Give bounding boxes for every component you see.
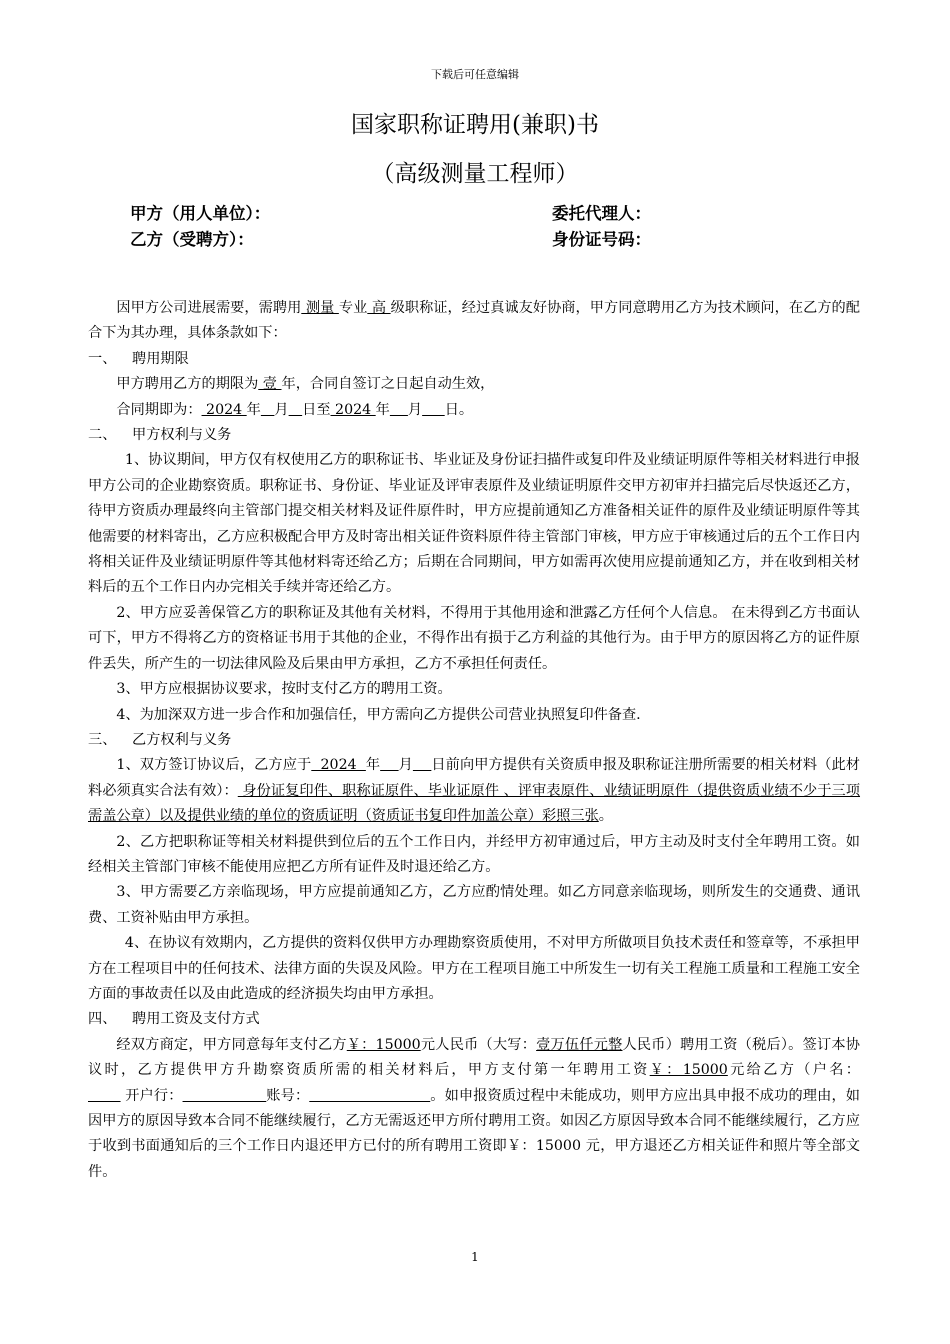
section-1-period: 合同期即为： 2024 年 月 日至 2024 年 月 日。 bbox=[116, 401, 474, 418]
account-number-field bbox=[309, 1088, 430, 1104]
party-b-label: 乙方（受聘方）： bbox=[130, 230, 254, 249]
section-3-clause-3: 3、甲方需要乙方亲临现场，甲方应提前通知乙方，乙方应酌情处理。如乙方同意亲临现场，则所发生的交通费、通讯费、工资补贴由甲方承担。 bbox=[88, 884, 860, 926]
section-2-clause-1: 1、协议期间，甲方仅有权使用乙方的职称证书、毕业证及身份证扫描件或复印件及业绩证明原件等相关材料进行申报甲方公司的企业勘察资质。职称证书、身份证、毕业证及评审表原件及业绩证明原件交甲方初审并扫描完后尽快返还乙方，待甲方资质办理最终向主管部门提交相关材料及证件原件时，甲方应提前通知乙方准备相关证件的原件及业绩证明原件等其他需要的材料寄出，乙方应积极配合甲方及时寄出相关证件资料原件待主管部门审核，甲方应于审核通过后的五个工作日内将相关证件及业绩证明原件等其他材料寄还给乙方；后期在合同期间，甲方如需再次使用应提前通知乙方，并在收到相关材料后的五个工作日内办完相关手续并寄还给乙方。 bbox=[88, 452, 860, 596]
id-number-label: 身份证号码： bbox=[552, 230, 651, 249]
amount-in-words: 壹万伍仟元整 bbox=[536, 1036, 623, 1053]
contract-body bbox=[88, 296, 860, 1185]
section-2-heading: 二、 甲方权利与义务 bbox=[88, 427, 232, 444]
section-2-clause-2: 2、甲方应妥善保管乙方的职称证及其他有关材料，不得用于其他用途和泄露乙方任何个人信息。 在未得到乙方书面认可下，甲方不得将乙方的资格证书用于其他的企业，不得作出有损于乙方利益的其他行为。由于甲方的原因将乙方的证件原件丢失，所产生的一切法律风险及后果由甲方承担，乙方不承担任何责任。 bbox=[88, 604, 860, 672]
section-3-clause-1: 1、双方签订协议后，乙方应于 2024 年 月 日前向甲方提供有关资质申报及职称证注册所需要的相关材料（此材料必须真实合法有效）： 身份证复印件、职称证原件、毕业证原件 、评审表原件、业绩证明原件（提供资质业绩不少于三项需盖公章）以及提供业绩的单位的资质证明（资质证书复印件加盖公章）彩照三张。 bbox=[88, 757, 861, 825]
document-title: 国家职称证聘用(兼职)书 bbox=[351, 112, 599, 138]
header-note: 下载后可任意编辑 bbox=[431, 68, 519, 81]
page-number: 1 bbox=[471, 1250, 479, 1264]
section-2-clause-3: 3、甲方应根据协议要求，按时支付乙方的聘用工资。 bbox=[116, 681, 452, 698]
section-3-clause-2: 2、乙方把职称证等相关材料提供到位后的五个工作日内，并经甲方初审通过后，甲方主动及时支付全年聘用工资。如经相关主管部门审核不能使用应把乙方所有证件及时退还给乙方。 bbox=[88, 833, 860, 875]
required-materials: 身份证复印件、职称证原件、毕业证原件 、评审表原件、业绩证明原件（提供资质业绩不少于三项需盖公章）以及提供业绩的单位的资质证明（资质证书复印件加盖公章）彩照三张 bbox=[88, 782, 861, 825]
bank-field bbox=[183, 1088, 267, 1104]
major-field: 测量 bbox=[301, 300, 339, 316]
document-subtitle: （高级测量工程师） bbox=[371, 161, 579, 187]
term-years-field: 壹 bbox=[258, 376, 282, 393]
intro-paragraph: 因甲方公司进展需要，需聘用 测量 专业 高 级职称证，经过真诚友好协商，甲方同意聘用乙方为技术顾问，在乙方的配合下为其办理，具体条款如下： bbox=[88, 300, 860, 342]
agent-label: 委托代理人： bbox=[552, 204, 651, 223]
party-a-label: 甲方（用人单位）： bbox=[130, 204, 271, 223]
section-3-heading: 三、 乙方权利与义务 bbox=[88, 731, 232, 748]
account-name-field bbox=[88, 1088, 121, 1104]
section-2-clause-4: 4、为加深双方进一步合作和加强信任，甲方需向乙方提供公司营业执照复印件备查. bbox=[116, 706, 641, 723]
section-4-payment: 经双方商定，甲方同意每年支付乙方￥：15000元人民币（大写：壹万伍仟元整人民币）聘用工资（税后）。签订本协议时，乙方提供甲方升勘察资质所需的相关材料后，甲方支付第一年聘用工资￥：15000元给乙方（户名： 开户行： 账号： 。如申报资质过程中未能成功，则甲方应出具申报不成功的理由，如因甲方的原因导致本合同不能继续履行，乙方无需返还甲方所付聘用工资。如因乙方原因导致本合同不能继续履行，乙方应于收到书面通知后的三个工作日内退还甲方已付的所有聘用工资即￥：15000 元，甲方退还乙方相关证件和照片等全部文件。 bbox=[88, 1036, 860, 1180]
level-field: 高 bbox=[367, 300, 391, 316]
annual-amount: ￥：15000 bbox=[346, 1036, 421, 1053]
section-1-term: 甲方聘用乙方的期限为 壹 年，合同自签订之日起自动生效， bbox=[116, 376, 495, 393]
section-3-clause-4: 4、在协议有效期内，乙方提供的资料仅供甲方办理勘察资质使用，不对甲方所做项目负技术责任和签章等，不承担甲方在工程项目中的任何技术、法律方面的失误及风险。甲方在工程项目施工中所发生一切有关工程施工质量和工程施工安全方面的事故责任以及由此造成的经济损失均由甲方承担。 bbox=[88, 935, 860, 1002]
section-1-heading: 一、 聘用期限 bbox=[88, 350, 189, 367]
section-4-heading: 四、 聘用工资及支付方式 bbox=[88, 1011, 260, 1028]
first-year-amount: ￥：15000 bbox=[649, 1062, 728, 1079]
